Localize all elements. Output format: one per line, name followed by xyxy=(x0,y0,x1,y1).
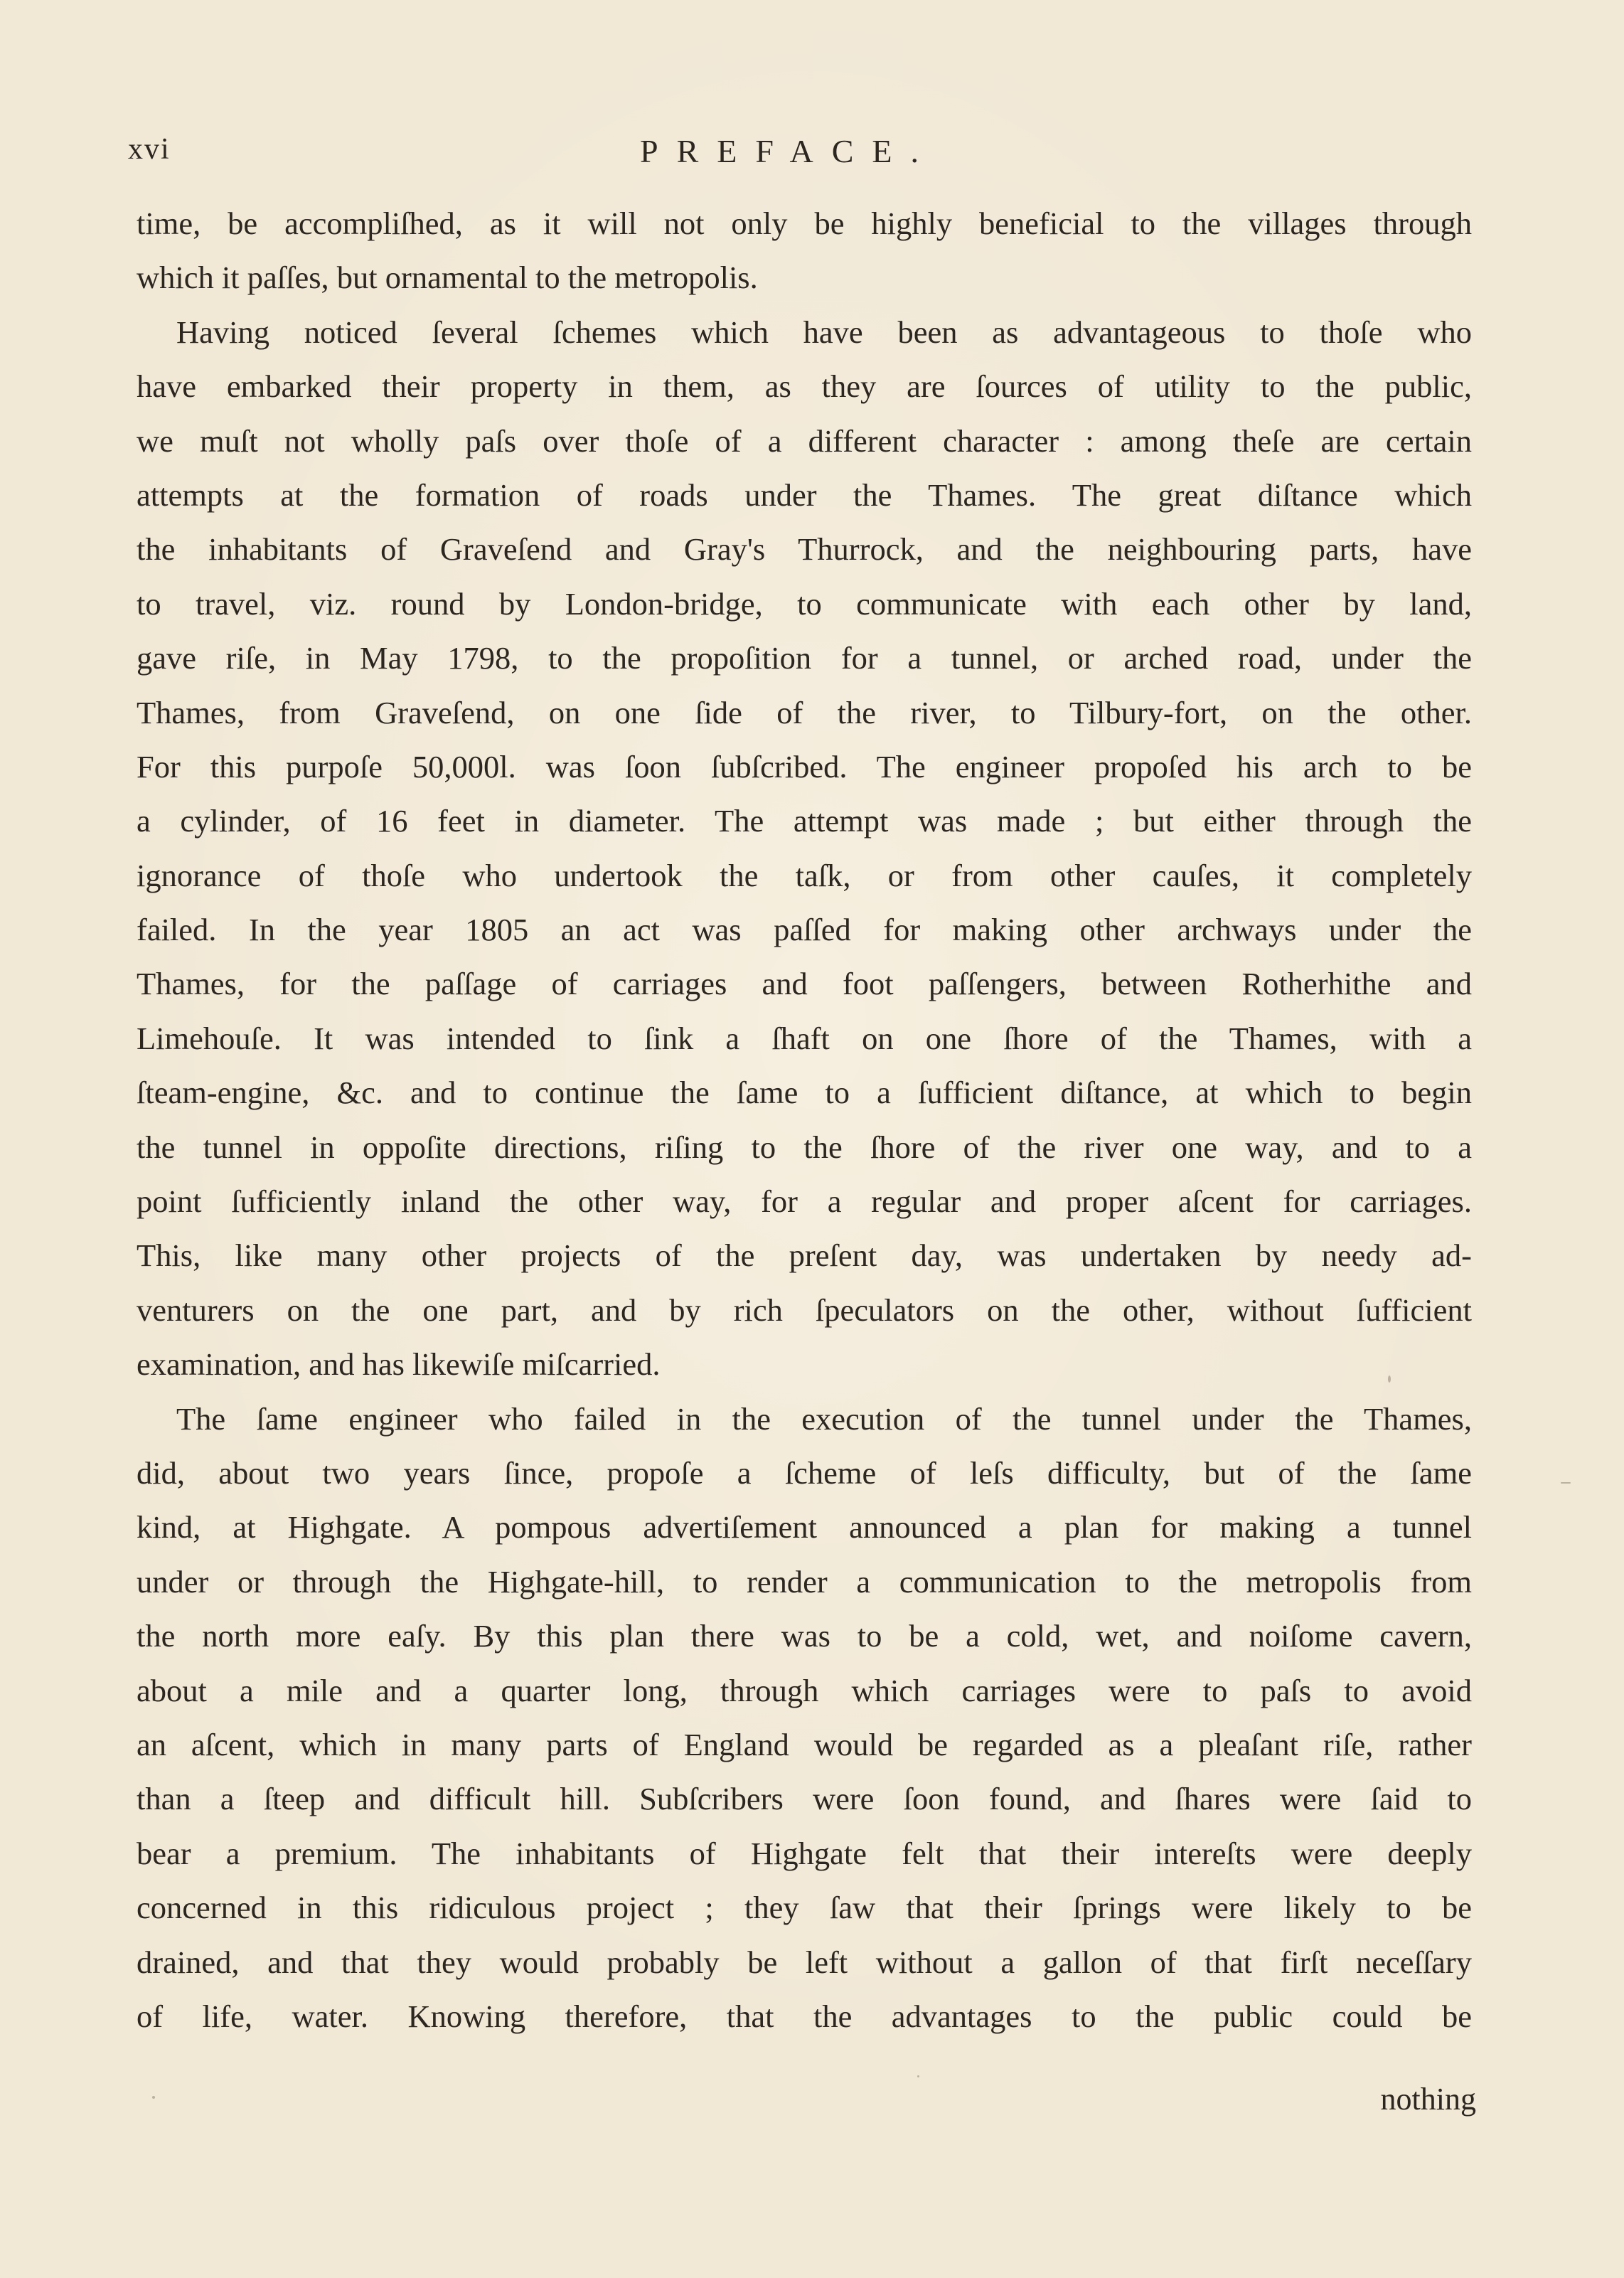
text-line: examination, and has likewiſe miſcarried. xyxy=(137,1346,661,1383)
text-line: the tunnel in oppoſite directions, riſing to the ſhore of the river one way, and to a xyxy=(137,1129,1472,1165)
text-line: drained, and that they would probably be left without a gallon of that firſt neceſſary xyxy=(137,1944,1472,1980)
text-line: concerned in this ridiculous project ; they ſaw that their ſprings were likely to be xyxy=(137,1890,1472,1926)
text-line: point ſufficiently inland the other way, for a regular and proper aſcent for carriages. xyxy=(137,1183,1472,1220)
paper-speck xyxy=(1388,1375,1391,1383)
running-head xyxy=(128,132,1479,182)
text-line: to travel, viz. round by London-bridge, to communicate with each other by land, xyxy=(137,585,1472,622)
text-line: Thames, for the paſſage of carriages and foot paſſengers, between Rotherhithe and xyxy=(137,966,1472,1002)
text-line: of life, water. Knowing therefore, that the advantages to the public could be xyxy=(137,1998,1472,2034)
text-line: failed. In the year 1805 an act was paſſed for making other archways under the xyxy=(137,912,1472,948)
catchword: nothing xyxy=(1380,2082,1476,2117)
text-line: we muſt not wholly paſs over thoſe of a different character : among theſe are certain xyxy=(137,422,1472,459)
text-line: have embarked their property in them, as they are ſources of utility to the public, xyxy=(137,368,1472,405)
text-line: gave riſe, in May 1798, to the propoſition for a tunnel, or arched road, under the xyxy=(137,640,1472,676)
body-text xyxy=(137,196,1472,2043)
text-line: an aſcent, which in many parts of England would be regarded as a pleaſant riſe, rather xyxy=(137,1726,1472,1762)
text-line: bear a premium. The inhabitants of Highgate felt that their intereſts were deeply xyxy=(137,1835,1472,1871)
text-line: ignorance of thoſe who undertook the taſk, or from other cauſes, it completely xyxy=(137,857,1472,893)
text-line: venturers on the one part, and by rich ſpeculators on the other, without ſufficient xyxy=(137,1292,1472,1328)
text-line: This, like many other projects of the preſent day, was undertaken by needy ad- xyxy=(137,1238,1472,1274)
text-line: Thames, from Graveſend, on one ſide of the river, to Tilbury-fort, on the other. xyxy=(137,694,1472,730)
text-line: under or through the Highgate-hill, to render a communication to the metropolis from xyxy=(137,1563,1472,1600)
text-line: For this purpoſe 50,000l. was ſoon ſubſcribed. The engineer propoſed his arch to be xyxy=(137,748,1472,784)
text-line: about a mile and a quarter long, through which carriages were to paſs to avoid xyxy=(137,1672,1472,1708)
text-line: ſteam-engine, &c. and to continue the ſame to a ſufficient diſtance, at which to begin xyxy=(137,1075,1472,1111)
page-title: PREFACE. xyxy=(640,133,938,169)
page-number: xvi xyxy=(128,133,171,166)
text-line: Limehouſe. It was intended to ſink a ſhaft on one ſhore of the Thames, with a xyxy=(137,1020,1472,1056)
text-line: attempts at the formation of roads under the Thames. The great diſtance which xyxy=(137,477,1472,513)
text-line: did, about two years ſince, propoſe a ſcheme of leſs difficulty, but of the ſame xyxy=(137,1454,1472,1491)
text-line: The ſame engineer who failed in the execution of the tunnel under the Thames, xyxy=(176,1400,1472,1437)
text-line: which it paſſes, but ornamental to the metropolis. xyxy=(137,260,758,296)
paper-speck xyxy=(152,2096,155,2099)
text-line: time, be accompliſhed, as it will not only be highly beneficial to the villages through xyxy=(137,206,1472,241)
paper-speck xyxy=(1561,1482,1571,1484)
text-line: the north more eaſy. By this plan there was to be a cold, wet, and noiſome cavern, xyxy=(137,1618,1472,1654)
text-line: the inhabitants of Graveſend and Gray's Thurrock, and the neighbouring parts, have xyxy=(137,531,1472,568)
text-line: Having noticed ſeveral ſchemes which have been as advantageous to thoſe who xyxy=(176,314,1472,350)
paper-speck xyxy=(917,2075,919,2077)
text-line: than a ſteep and difficult hill. Subſcribers were ſoon found, and ſhares were ſaid to xyxy=(137,1781,1472,1817)
text-line: kind, at Highgate. A pompous advertiſement announced a plan for making a tunnel xyxy=(137,1509,1472,1545)
text-line: a cylinder, of 16 feet in diameter. The attempt was made ; but either through the xyxy=(137,803,1472,839)
